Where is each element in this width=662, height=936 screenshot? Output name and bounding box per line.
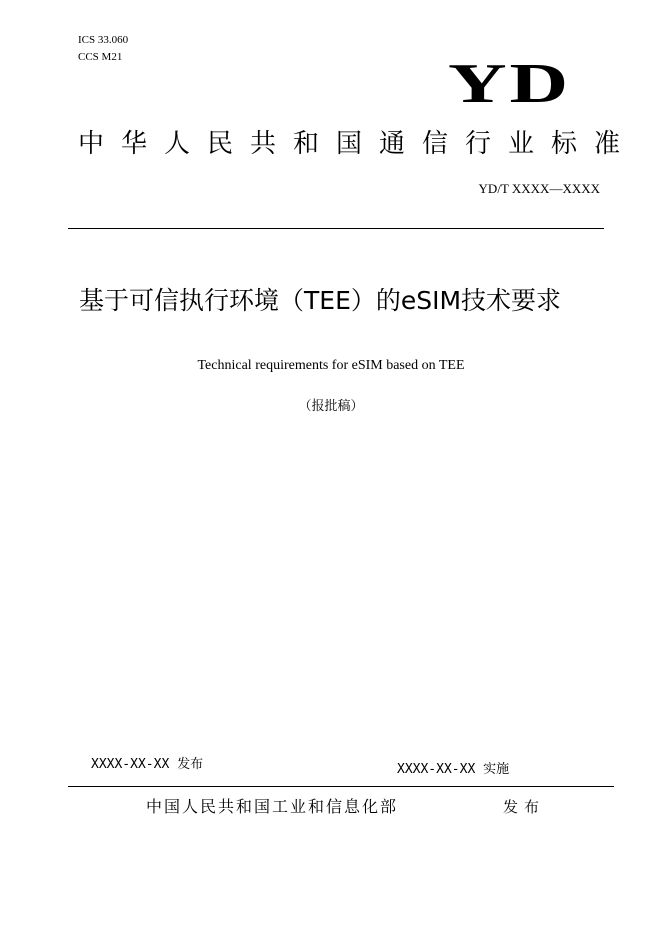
- top-divider: [68, 228, 604, 229]
- document-title-english: Technical requirements for eSIM based on TEE: [197, 358, 465, 373]
- bottom-divider: [68, 786, 614, 787]
- publisher-name: 中国人民共和国工业和信息化部: [146, 797, 399, 816]
- publisher-action: 发布: [503, 798, 546, 816]
- ccs-code: CCS M21: [78, 51, 123, 63]
- standard-number: YD/T XXXX—XXXX: [478, 181, 600, 196]
- draft-status: （报批稿）: [298, 399, 364, 414]
- standard-category-title: 中华人民共和国通信行业标准: [78, 129, 638, 159]
- publish-date: XXXX-XX-XX 发布: [91, 757, 204, 772]
- yd-logo: YD: [448, 53, 572, 115]
- ics-code: ICS 33.060: [78, 34, 129, 46]
- implement-date: XXXX-XX-XX 实施: [397, 762, 510, 777]
- document-title: 基于可信执行环境（TEE）的eSIM技术要求: [79, 286, 562, 315]
